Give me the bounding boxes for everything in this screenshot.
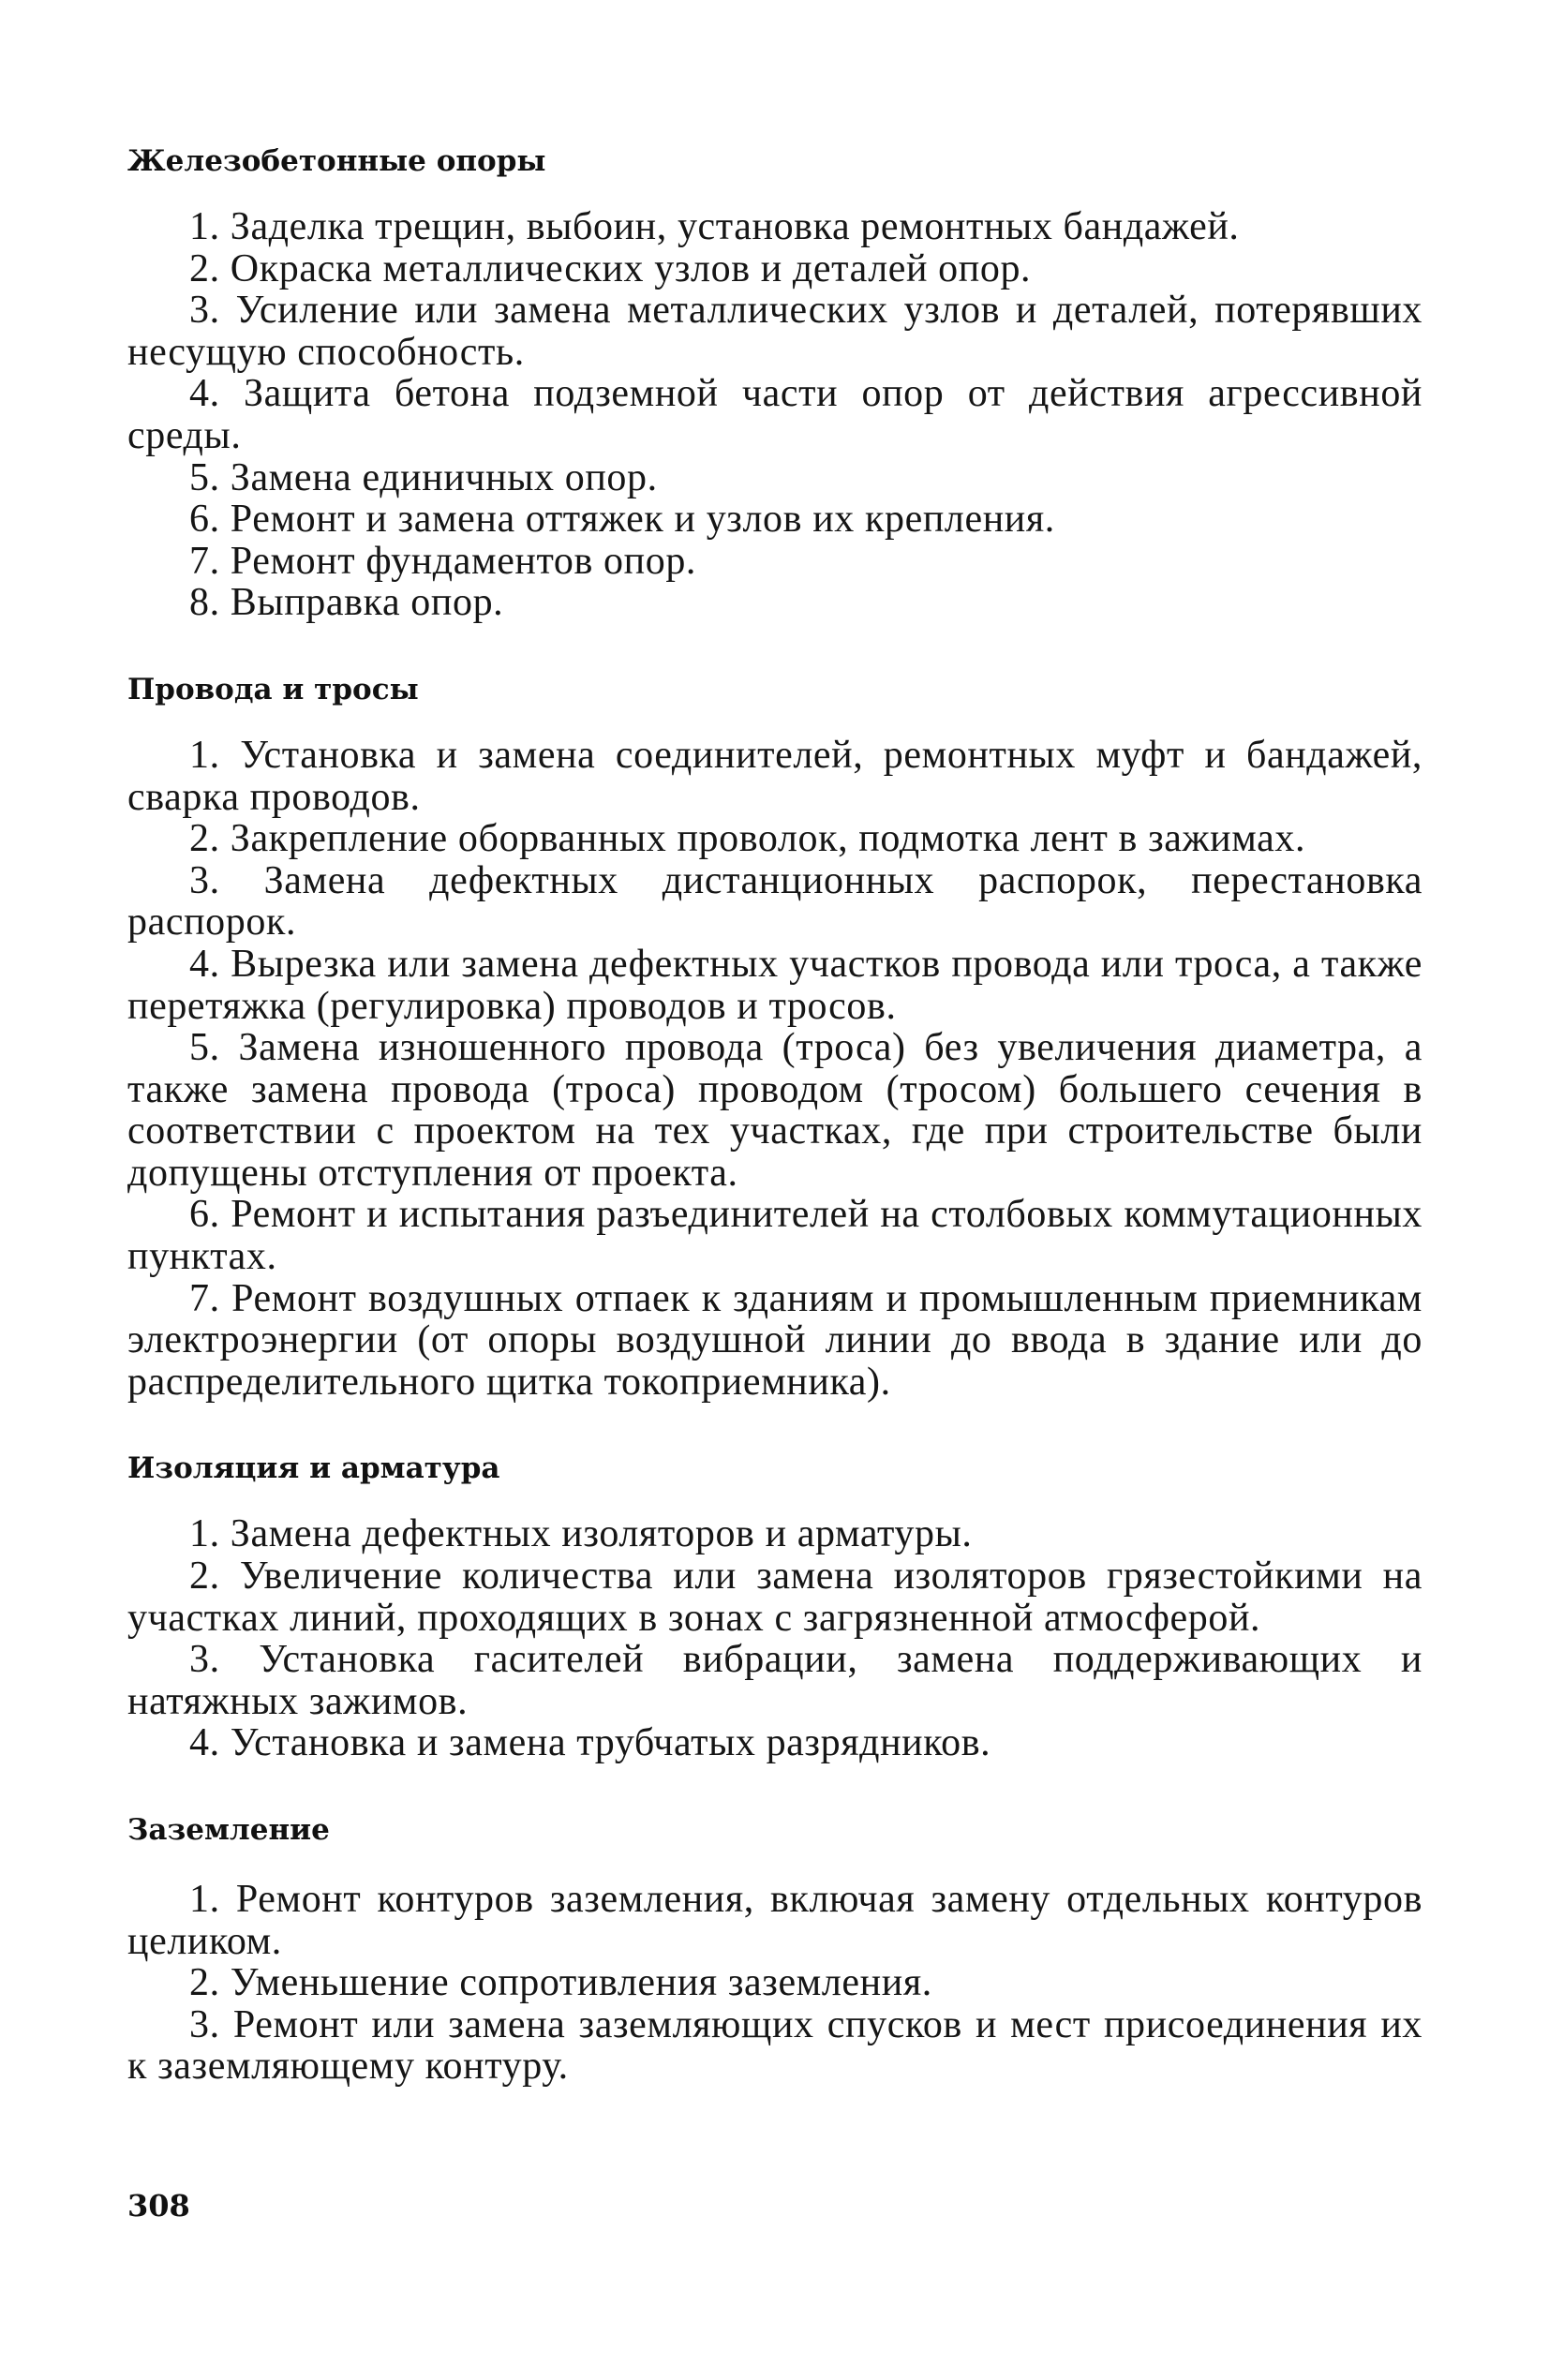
list-item: 1. Установка и замена соединителей, ремонтных муфт и бандажей, сварка проводов. bbox=[127, 733, 1422, 819]
list-item: 4. Вырезка или замена дефектных участков провода или троса, а также перетяжка (регулировка) проводов и тросов. bbox=[127, 942, 1422, 1028]
list-item: 8. Выправка опор. bbox=[189, 581, 504, 625]
list-item: 6. Ремонт и замена оттяжек и узлов их крепления. bbox=[189, 498, 1055, 542]
list-item: 3. Усиление или замена металлических узлов и деталей, потерявших несущую способность. bbox=[127, 289, 1422, 374]
list-item: 2. Окраска металлических узлов и деталей опор. bbox=[189, 246, 1032, 290]
list-item: 4. Защита бетона подземной части опор от действия агрессивной среды. bbox=[127, 372, 1422, 457]
section-heading-insulation-and-fittings: Изоляция и арматура bbox=[127, 1451, 500, 1486]
list-item: 3. Установка гасителей вибрации, замена поддерживающих и натяжных зажимов. bbox=[127, 1638, 1422, 1723]
section-heading-grounding: Заземление bbox=[127, 1813, 330, 1847]
section-heading-reinforced-concrete-supports: Железобетонные опоры bbox=[127, 144, 546, 178]
list-item: 5. Замена изношенного провода (троса) без увеличения диаметра, а также замена провода (троса) проводом (тросом) большего сечения в соответствии с проектом на тех участках, где при строительстве были допущены отступления от проекта. bbox=[127, 1026, 1422, 1195]
page-body bbox=[127, 131, 1422, 2088]
list-item: 7. Ремонт воздушных отпаек к зданиям и промышленным приемникам электроэнергии (от опоры воздушной линии до ввода в здание или до распределительного щитка токоприемника). bbox=[127, 1276, 1422, 1404]
page-number: 308 bbox=[127, 2188, 190, 2224]
list-item: 1. Ремонт контуров заземления, включая замену отдельных контуров целиком. bbox=[127, 1878, 1422, 1963]
list-item: 1. Заделка трещин, выбоин, установка ремонтных бандажей. bbox=[189, 205, 1240, 248]
list-item: 6. Ремонт и испытания разъединителей на столбовых коммутационных пунктах. bbox=[127, 1193, 1422, 1279]
list-item: 3. Ремонт или замена заземляющих спусков и мест присоединения их к заземляющему контуру. bbox=[127, 2002, 1422, 2089]
list-item: 3. Замена дефектных дистанционных распорок, перестановка распорок. bbox=[127, 858, 1422, 945]
list-item: 7. Ремонт фундаментов опор. bbox=[189, 539, 697, 583]
list-item: 2. Уменьшение сопротивления заземления. bbox=[189, 1961, 932, 2005]
list-item: 2. Увеличение количества или замена изоляторов грязестойкими на участках линий, проходящих в зонах с загрязненной атмосферой. bbox=[127, 1554, 1422, 1640]
list-item: 1. Замена дефектных изоляторов и арматуры. bbox=[189, 1512, 973, 1556]
list-item: 2. Закрепление оборванных проволок, подмотка лент в зажимах. bbox=[189, 817, 1306, 861]
list-item: 5. Замена единичных опор. bbox=[189, 455, 658, 499]
section-heading-wires-and-cables: Провода и тросы bbox=[127, 672, 419, 707]
list-item: 4. Установка и замена трубчатых разрядников. bbox=[189, 1721, 991, 1765]
